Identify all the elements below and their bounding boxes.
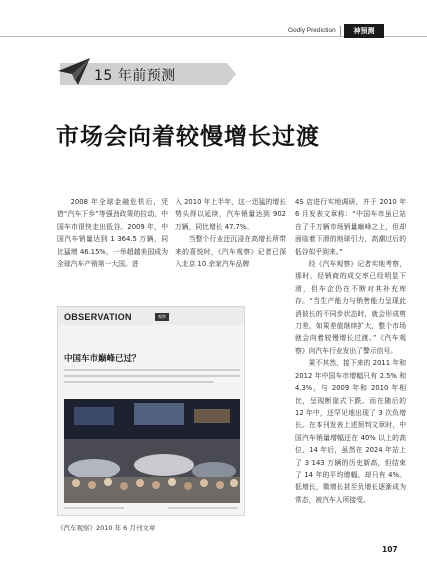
column-1 <box>57 196 168 270</box>
magazine-clipping-image <box>57 306 245 516</box>
paragraph: 当整个行业还沉浸在高增长所带来的喜悦时，《汽车观察》记者已深入北京 10 余家汽车品牌 <box>175 235 286 269</box>
auto-show-photo <box>64 399 240 503</box>
paragraph: 4S 店进行实地调研，并于 2010 年 6 月发表文章称：“中国车市虽已站在了千万辆市场销量巅峰之上，但却面临着下滑的地球引力，高潮过后的低谷似乎到来。” <box>295 198 406 256</box>
magazine-text-line <box>64 381 214 383</box>
header-separator <box>340 26 341 36</box>
paragraph: 果不其然，接下来的 2011 年和 2012 年中国车市增幅只有 2.5% 和 4.3%，与 2009 年和 2010 年相比，呈现断崖式下跌。而在随后的 12 年中，还罕见地出现了 3 次负增长。在本刊发表上述预判文章时，中国汽车销量增幅还在 40% 以上的高位，14 年后，虽然在 2024 年站上了 3 143 万辆的历史新高，但结束了 14 年的平均增幅，却只有 4%。低增长，微增长甚至负增长逐渐成为常态，被汽车人所接受。 <box>295 359 406 504</box>
magazine-text-line <box>64 369 240 371</box>
magazine-masthead-badge: 观察 <box>155 313 169 321</box>
magazine-text-line <box>64 375 240 377</box>
article-headline: 市场会向着较慢增长过渡 <box>56 124 320 150</box>
paragraph: 经《汽车观察》记者实地考察，那时，经销商的成交率已经明显下滑，但车企仍在不断对其补充库存。“当生产能力与销售能力呈现此消彼长的不同步状态时，就会形成剪刀差，如果差值继续扩大，整个市场就会向着较慢增长过渡。”《汽车观察》向汽车行业发出了警示信号。 <box>295 260 406 355</box>
magazine-masthead: OBSERVATION <box>64 312 132 322</box>
paper-plane-icon <box>56 55 92 87</box>
paragraph: 2008 年全球金融危机后，凭借“汽车下乡”等强劲政策的拉动，中国车市很快走出低谷。2009 年，中国汽车销量达到 1 364.5 万辆，同比猛增 46.15%，一举超越美国成为全球汽车产销第一大国。进 <box>57 198 168 269</box>
column-3 <box>295 196 406 506</box>
column-2 <box>175 196 286 270</box>
magazine-text-line <box>64 507 124 509</box>
section-title: Godly Prediction <box>288 27 336 34</box>
magazine-text-line <box>168 507 238 509</box>
page-number: 107 <box>382 545 398 554</box>
image-caption: 《汽车观察》2010 年 6 月刊文章 <box>57 524 156 532</box>
banner-label: 15 年前预测 <box>94 68 176 84</box>
magazine-article-title: 中国车市巅峰已过？ <box>64 354 141 364</box>
crowd-illustration <box>64 399 240 503</box>
paragraph: 入 2010 年上半年，这一迅猛的增长势头得以延续，汽车销量达到 902 万辆，同比增长 47.7%。 <box>175 198 286 231</box>
banner-arrow <box>227 63 236 85</box>
section-badge: 神预测 <box>344 24 384 38</box>
